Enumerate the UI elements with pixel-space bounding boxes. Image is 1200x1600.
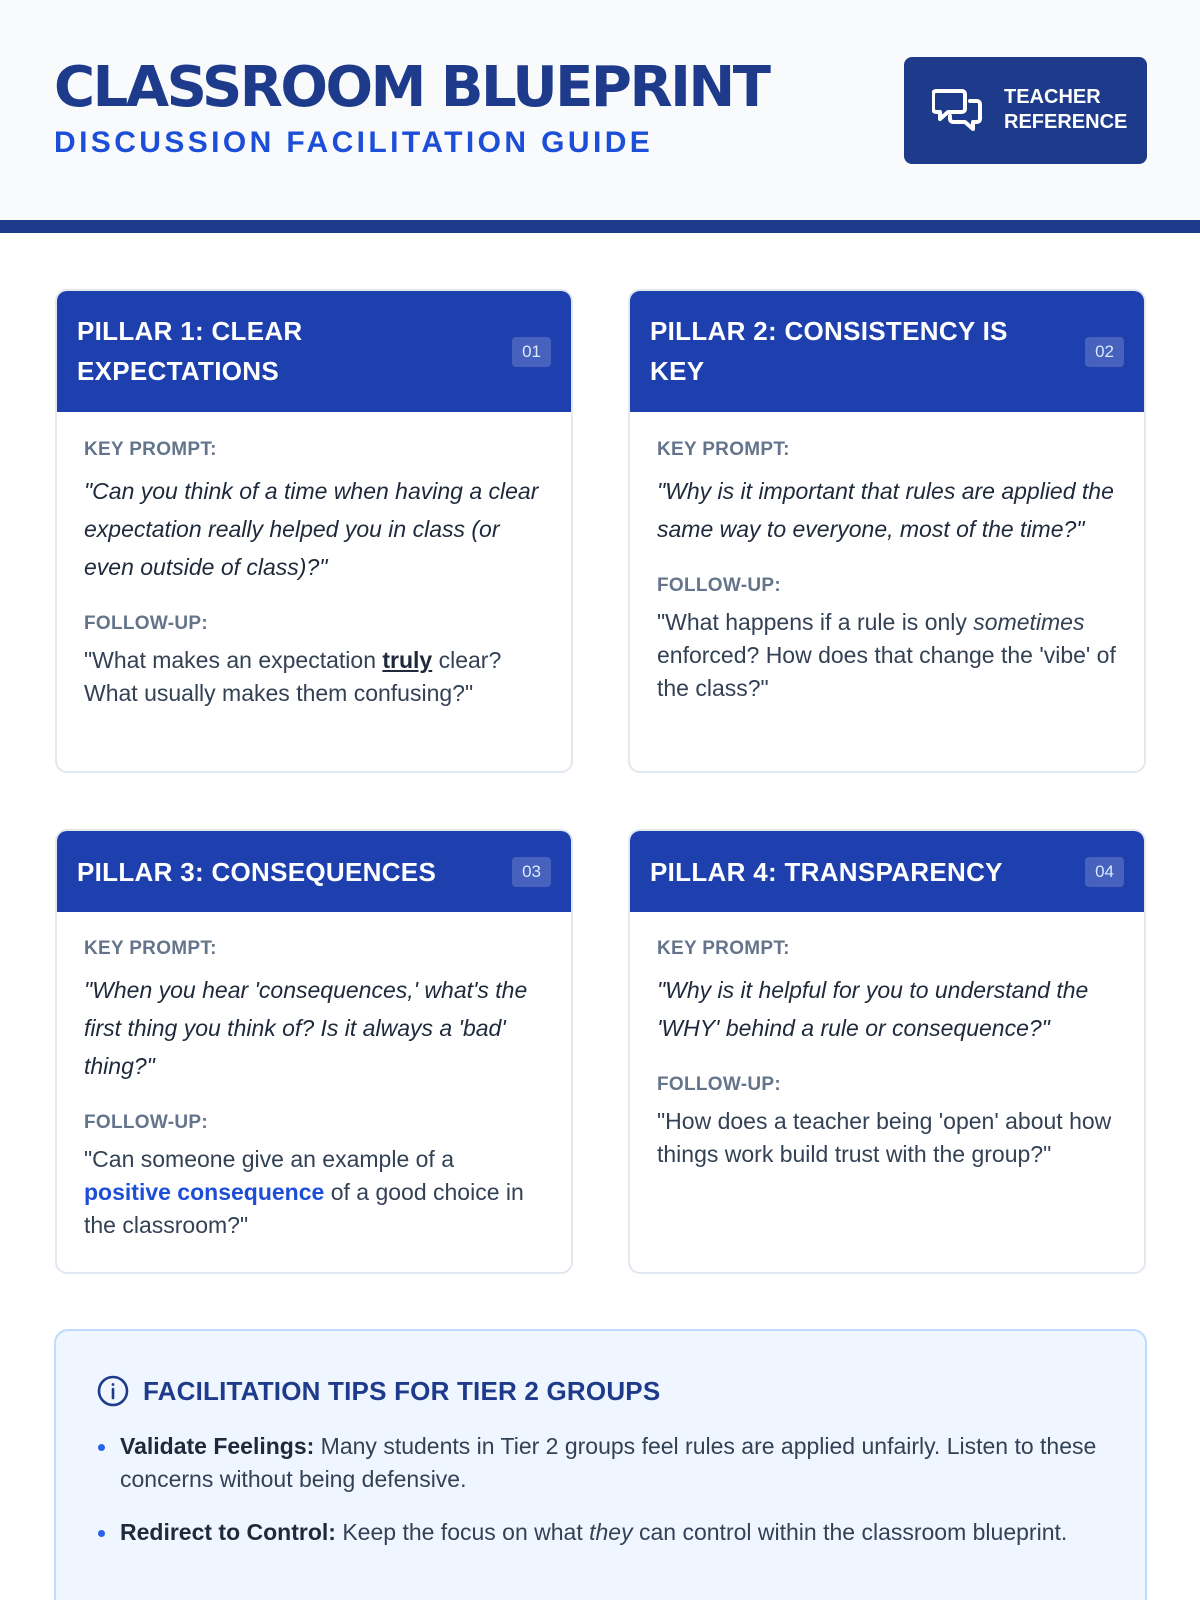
follow-up-part: enforced? How does that change the 'vibe' of the class?" bbox=[657, 642, 1116, 701]
pillar-title-line: PILLAR 1: CLEAR bbox=[77, 316, 303, 346]
badge-line-2: REFERENCE bbox=[1004, 111, 1128, 133]
pillar-number-badge: 02 bbox=[1085, 337, 1124, 367]
tip-text: Keep the focus on what bbox=[335, 1519, 590, 1545]
info-icon bbox=[96, 1374, 130, 1408]
pillar-card-header bbox=[57, 291, 571, 412]
chat-bubbles-icon bbox=[932, 85, 984, 137]
pillar-card-1 bbox=[55, 289, 573, 773]
pillar-card-3 bbox=[55, 829, 573, 1274]
follow-up-text bbox=[84, 644, 545, 710]
key-prompt-text: "Why is it helpful for you to understand the 'WHY' behind a rule or consequence?" bbox=[657, 977, 1089, 1041]
list-item bbox=[98, 1516, 1108, 1549]
follow-up-label: FOLLOW-UP: bbox=[84, 613, 208, 634]
tip-emphasis: they bbox=[589, 1519, 633, 1545]
follow-up-part: "Can someone give an example of a bbox=[84, 1146, 454, 1172]
follow-up-label: FOLLOW-UP: bbox=[84, 1112, 208, 1133]
tip-lead: Redirect to Control: bbox=[120, 1519, 336, 1545]
pillar-card-header bbox=[57, 831, 571, 912]
facilitation-tips-panel bbox=[54, 1329, 1147, 1600]
pillar-card-body bbox=[630, 912, 1144, 1171]
list-item bbox=[98, 1430, 1108, 1496]
pillar-card-header bbox=[630, 291, 1144, 412]
pillar-number-badge: 01 bbox=[512, 337, 551, 367]
tip-text: Many students in Tier 2 groups feel rules are applied unfairly. Listen to these concerns without being defensive. bbox=[120, 1433, 1097, 1492]
pillar-title bbox=[650, 311, 1124, 391]
follow-up-text: "How does a teacher being 'open' about how things work build trust with the group?" bbox=[657, 1108, 1112, 1167]
pillar-card-2 bbox=[628, 289, 1146, 773]
follow-up-part: of a good choice in the classroom?" bbox=[84, 1179, 524, 1238]
follow-up-part: clear? What usually makes them confusing?" bbox=[84, 647, 502, 706]
pillar-card-body bbox=[57, 912, 571, 1242]
pillar-title: PILLAR 3: CONSEQUENCES bbox=[77, 857, 437, 887]
key-prompt-text: "When you hear 'consequences,' what's the first thing you think of? Is it always a 'bad' thing?" bbox=[84, 977, 528, 1079]
pillar-number-badge: 03 bbox=[512, 857, 551, 887]
follow-up-emphasis: truly bbox=[382, 647, 433, 673]
follow-up-label: FOLLOW-UP: bbox=[657, 1074, 781, 1095]
page-subtitle: DISCUSSION FACILITATION GUIDE bbox=[54, 126, 654, 159]
badge-line-1: TEACHER bbox=[1004, 86, 1101, 108]
key-prompt-label: KEY PROMPT: bbox=[657, 938, 790, 959]
pillar-card-body bbox=[630, 412, 1144, 705]
pillar-number-badge: 04 bbox=[1085, 857, 1124, 887]
header-divider bbox=[0, 220, 1200, 233]
pillar-title-line: KEY bbox=[650, 356, 705, 386]
teacher-reference-badge bbox=[904, 57, 1147, 164]
follow-up-emphasis: sometimes bbox=[973, 609, 1085, 635]
tips-title: FACILITATION TIPS FOR TIER 2 GROUPS bbox=[143, 1376, 661, 1406]
pillar-card-4 bbox=[628, 829, 1146, 1274]
follow-up-label: FOLLOW-UP: bbox=[657, 575, 781, 596]
follow-up-emphasis: positive consequence bbox=[84, 1179, 325, 1205]
key-prompt-text: "Why is it important that rules are applied the same way to everyone, most of the time?" bbox=[657, 478, 1114, 542]
pillar-card-body bbox=[57, 412, 571, 710]
key-prompt-label: KEY PROMPT: bbox=[84, 938, 217, 959]
pillar-card-header bbox=[630, 831, 1144, 912]
pillar-title bbox=[77, 311, 551, 391]
follow-up-text bbox=[84, 1143, 545, 1242]
tips-header bbox=[96, 1374, 660, 1408]
follow-up-part: "What makes an expectation bbox=[84, 647, 383, 673]
key-prompt-label: KEY PROMPT: bbox=[84, 439, 217, 460]
tips-list bbox=[98, 1430, 1108, 1569]
pillar-title: PILLAR 4: TRANSPARENCY bbox=[650, 857, 1003, 887]
tip-text: can control within the classroom blueprint. bbox=[632, 1519, 1068, 1545]
key-prompt-text: "Can you think of a time when having a clear expectation really helped you in class (or even outside of class)?" bbox=[84, 478, 539, 580]
page-title: CLASSROOM BLUEPRINT bbox=[54, 55, 769, 120]
follow-up-text bbox=[657, 606, 1118, 705]
pillar-title-line: EXPECTATIONS bbox=[77, 356, 279, 386]
header bbox=[0, 0, 1200, 220]
key-prompt-label: KEY PROMPT: bbox=[657, 439, 790, 460]
pillar-title-line: PILLAR 2: CONSISTENCY IS bbox=[650, 316, 1008, 346]
teacher-reference-label bbox=[1004, 85, 1144, 135]
tip-lead: Validate Feelings: bbox=[120, 1433, 315, 1459]
follow-up-part: "What happens if a rule is only bbox=[657, 609, 974, 635]
